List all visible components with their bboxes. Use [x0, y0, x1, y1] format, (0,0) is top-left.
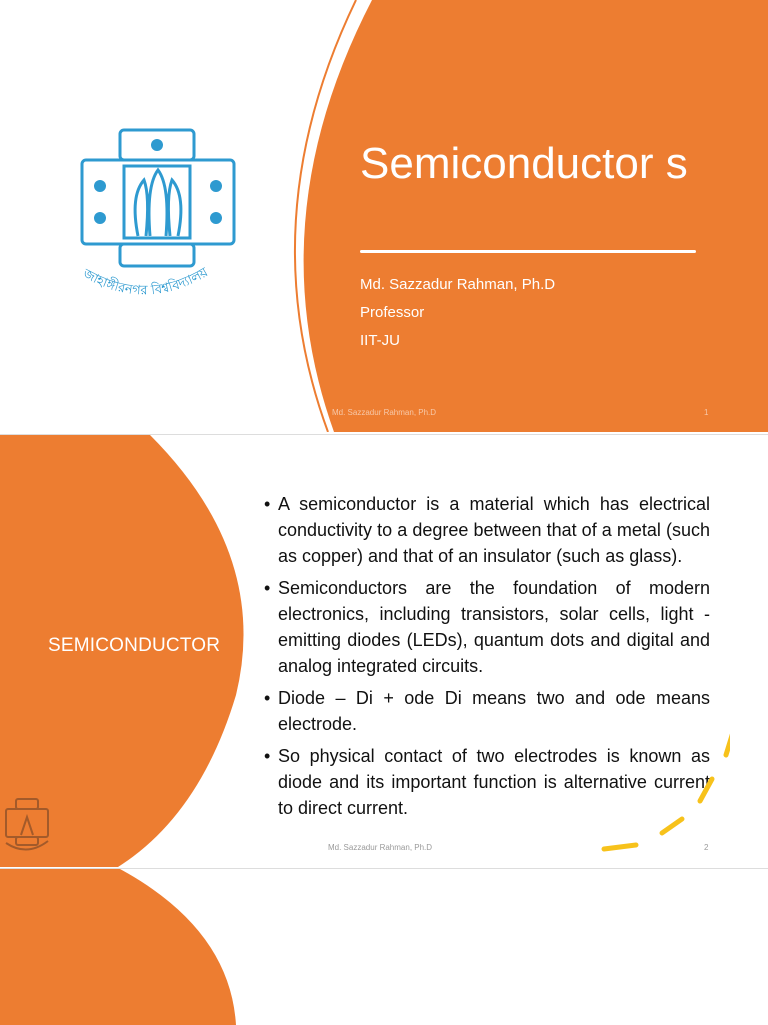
author-institution: IIT-JU	[360, 332, 400, 349]
section-heading: SEMICONDUCTOR	[48, 635, 221, 656]
author-role: Professor	[360, 304, 425, 321]
title-underline	[360, 250, 696, 253]
slide-1	[0, 0, 768, 432]
author-name: Md. Sazzadur Rahman, Ph.D	[360, 276, 556, 293]
bullet-item: • A semiconductor is a material which has electrical conductivity to a degree between that of a metal (such as copper) and that of an insulator (such as glass).	[260, 491, 710, 569]
slide-3-partial	[0, 868, 768, 1025]
slide-title: Semiconductor s	[360, 139, 688, 188]
bullet-item: • Diode – Di + ode Di means two and ode means electrode.	[260, 685, 710, 737]
slide-2	[0, 434, 768, 867]
page-number: 1	[704, 408, 709, 417]
logo-text: জাহাঙ্গীরনগর বিশ্ববিদ্যালয়	[80, 265, 211, 299]
footer-author: Md. Sazzadur Rahman, Ph.D	[328, 843, 433, 852]
footer-author: Md. Sazzadur Rahman, Ph.D	[332, 408, 437, 417]
svg-text:জাহাঙ্গীরনগর বিশ্ববিদ্যালয়	[79, 265, 211, 299]
small-university-logo	[4, 797, 50, 855]
bullet-item: • So physical contact of two electrodes is known as diode and its important function is alternative current to direct current.	[260, 743, 710, 821]
slide-3-orange-shape	[0, 869, 768, 1025]
university-logo	[78, 126, 238, 326]
page-number: 2	[704, 843, 709, 852]
decorative-dashes	[590, 719, 730, 859]
bullet-item: • Semiconductors are the foundation of modern electronics, including transistors, solar cells, light -emitting diodes (LEDs), quantum dots and digital and analog integrated circuits.	[260, 575, 710, 679]
